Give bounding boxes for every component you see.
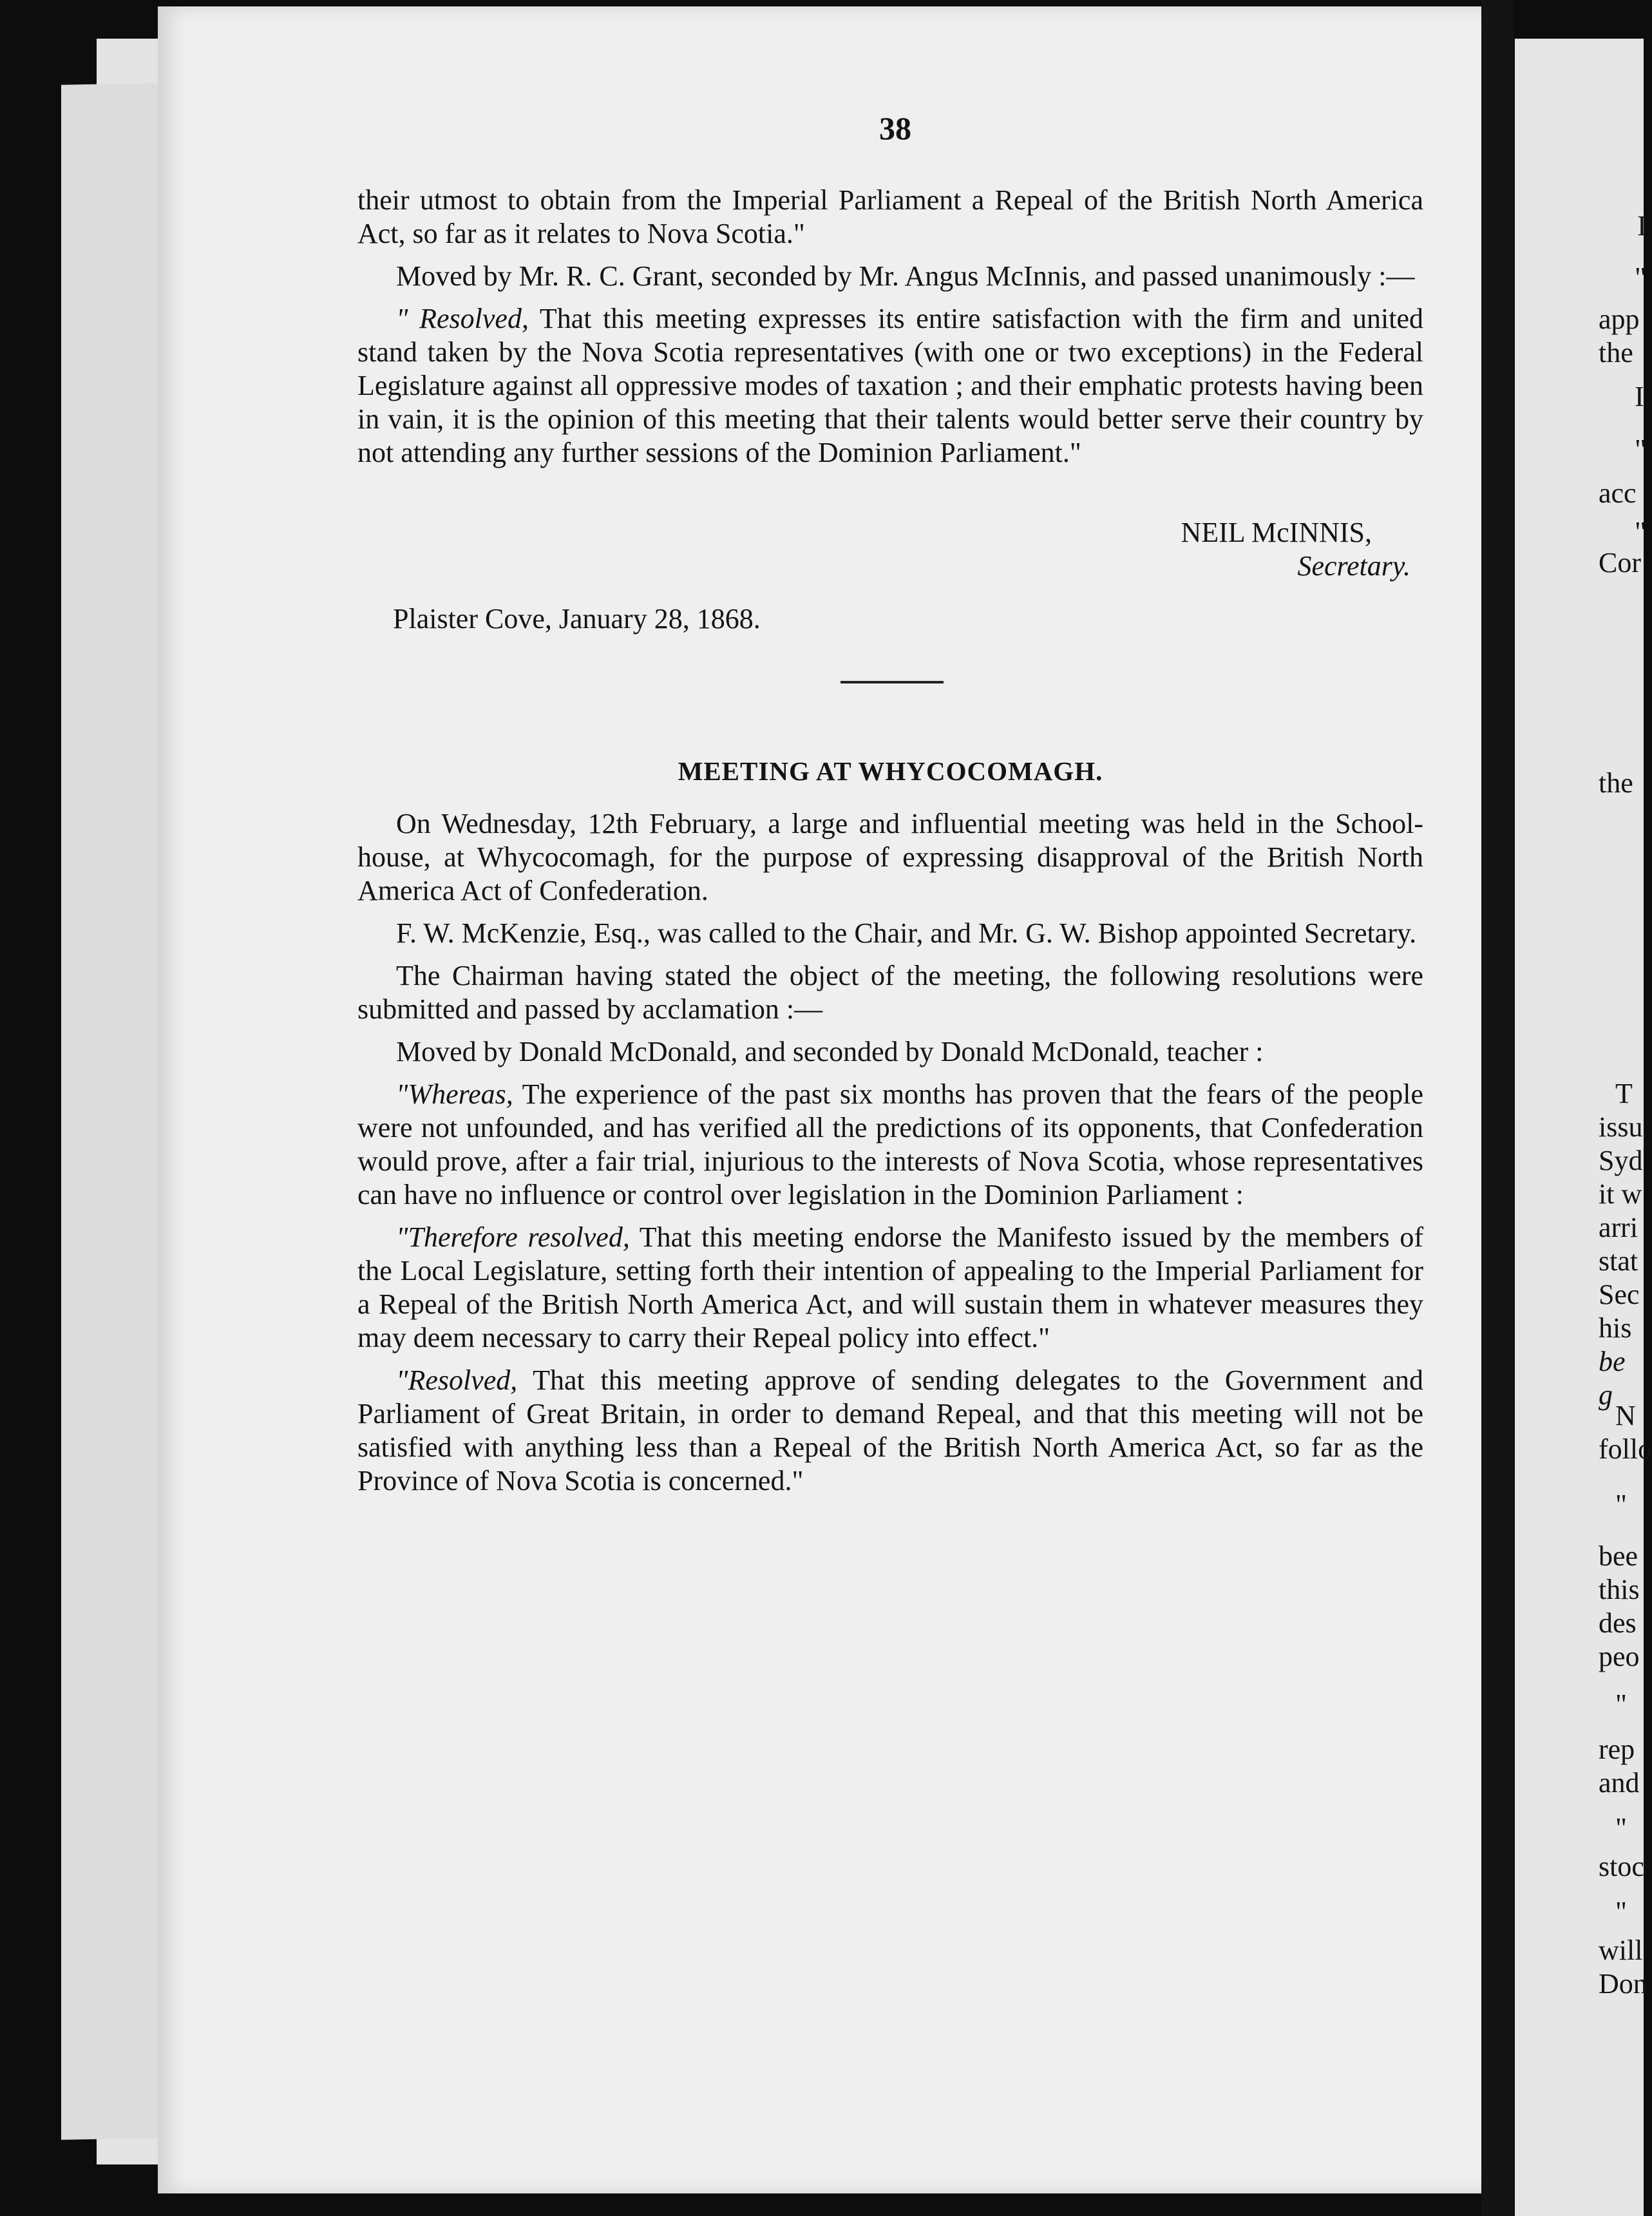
resolution-lead: " Resolved, [396,303,529,334]
resolution-paragraph [357,302,1423,470]
facing-fragment: bee [1599,1540,1638,1572]
facing-fragment: be g [1599,1346,1626,1411]
facing-fragment: and [1599,1767,1640,1799]
paragraph-therefore [357,1221,1423,1355]
facing-fragment: " [1635,434,1646,465]
facing-fragment: will [1599,1934,1643,1966]
facing-fragment: " [1635,262,1646,293]
facing-fragment: Syd [1599,1145,1643,1176]
facing-fragment: N [1615,1400,1636,1431]
paragraph-resolved [357,1364,1423,1498]
paragraph-moved: Moved by Donald McDonald, and seconded by Donald McDonald, teacher : [396,1036,1264,1067]
facing-fragment: I [1635,381,1644,412]
facing-fragment: app [1599,303,1640,335]
resolved-lead: "Resolved, [396,1364,518,1396]
motion-paragraph: Moved by Mr. R. C. Grant, seconded by Mr. Angus McInnis, and passed unanimously :— [396,260,1415,292]
continuation-paragraph: their utmost to obtain from the Imperial Parliament a Repeal of the British North America Act, so far as it relates to Nova Scotia." [357,184,1423,249]
paragraph-whereas [357,1078,1423,1212]
facing-fragment: his [1599,1312,1632,1344]
facing-fragment: rep [1599,1734,1635,1765]
facing-fragment: acc [1599,477,1637,509]
therefore-lead: "Therefore resolved, [396,1221,630,1253]
facing-fragment: this [1599,1574,1640,1605]
facing-fragment: I [1637,210,1647,242]
main-text-column [357,184,1423,1507]
facing-fragment: " [1615,1688,1627,1720]
facing-fragment: Don [1599,1968,1647,2000]
section-heading: MEETING AT WHYCOCOMAGH. [678,756,1103,786]
resolution-body: That this meeting expresses its entire satisfaction with the firm and united stand taken by the Nova Scotia representatives (with one or two exceptions) in the Federal Legislature against all oppressive modes of taxation ; and their emphatic protests having been in vain, it is the opinion of this meeting that their talents would better serve their country by not attending any further sessions of the Dominion Parliament." [357,303,1423,468]
whereas-lead: "Whereas, [396,1078,513,1110]
resolved-body: That this meeting approve of sending delegates to the Government and Parliament of Great Britain, in order to demand Repeal, and that this meeting will not be satisfied with anything less than a Repeal of the British North America Act, so far as the Province of Nova Scotia is concerned." [357,1364,1423,1496]
facing-fragment: des [1599,1607,1637,1639]
signature-role: Secretary. [1297,550,1410,582]
section-divider [840,681,944,683]
page-number: 38 [879,110,911,146]
facing-fragment: peo [1599,1641,1640,1672]
place-date: Plaister Cove, January 28, 1868. [393,603,761,635]
facing-fragment: " [1615,1489,1627,1520]
facing-fragment: Cor [1599,547,1641,578]
facing-fragment: stoc [1599,1851,1644,1882]
facing-fragment: stat [1599,1245,1638,1277]
whereas-body: The experience of the past six months has proven that the fears of the people were not unfounded, and has verified all the predictions of its opponents, that Confederation would prove, after a fair trial, injurious to the interests of Nova Scotia, whose representatives can have no influence or control over legislation in the Dominion Parliament : [357,1078,1423,1210]
paragraph-meeting: On Wednesday, 12th February, a large and influential meeting was held in the School-house, at Whycocomagh, for the purpose of expressing disapproval of the British North America Act of Confederation. [357,808,1423,906]
paragraph-chair: F. W. McKenzie, Esq., was called to the Chair, and Mr. G. W. Bishop appointed Secretary. [396,917,1417,949]
facing-fragment: " [1615,1812,1627,1844]
paragraph-object: The Chairman having stated the object of the meeting, the following resolutions were submitted and passed by acclamation :— [357,960,1423,1025]
facing-fragment: arri [1599,1212,1638,1243]
facing-fragment: " [1615,1896,1627,1927]
facing-fragment: follo [1599,1433,1652,1465]
therefore-body: That this meeting endorse the Manifesto issued by the members of the Local Legislature, setting forth their intention of appealing to the Imperial Parliament for a Repeal of the British North America Act, and will sustain them in whatever measures they may deem necessary to carry their Repeal policy into effect." [357,1221,1424,1353]
signature-name: NEIL McINNIS, [1181,517,1372,548]
facing-fragment: issu [1599,1111,1643,1143]
facing-fragment: the [1599,337,1633,368]
facing-fragment: " [1635,516,1646,548]
book-gutter [1481,0,1514,2216]
facing-fragment: T [1615,1078,1633,1109]
facing-fragment: it w [1599,1178,1642,1210]
facing-fragment: the [1599,767,1633,799]
facing-fragment: Sec [1599,1279,1640,1310]
